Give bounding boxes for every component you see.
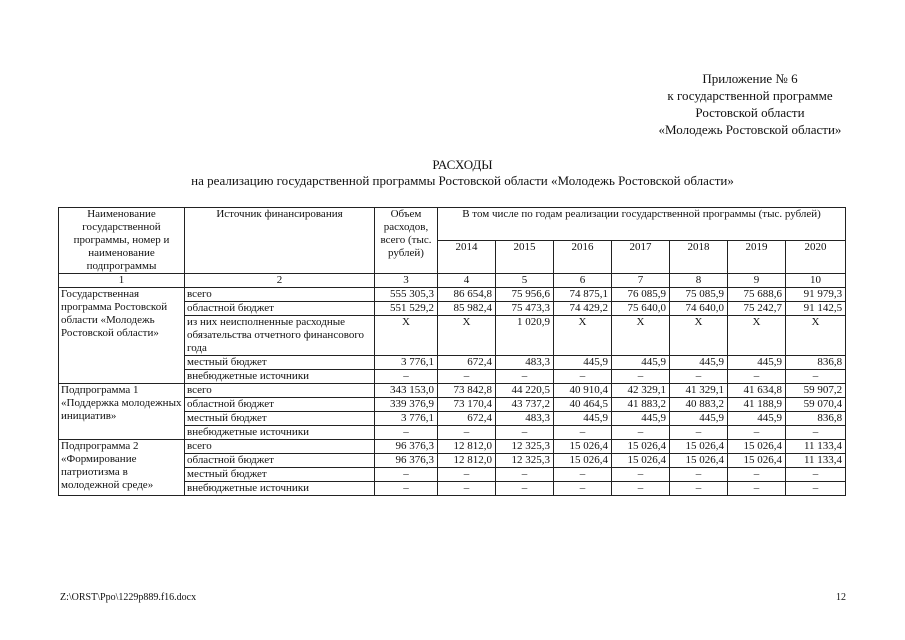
total-value: –	[375, 468, 438, 482]
year-value: 12 812,0	[438, 440, 496, 454]
header-total: Объем расходов, всего (тыс. рублей)	[375, 208, 438, 274]
year-value: 42 329,1	[612, 384, 670, 398]
column-index: 7	[612, 274, 670, 288]
year-value: 41 883,2	[612, 398, 670, 412]
year-value: 85 982,4	[438, 302, 496, 316]
year-value: 15 026,4	[728, 454, 786, 468]
appendix-line-3: Ростовской области	[695, 105, 805, 120]
column-index: 6	[554, 274, 612, 288]
funding-source: областной бюджет	[185, 398, 375, 412]
header-by-years: В том числе по годам реализации государственной программы (тыс. рублей)	[438, 208, 846, 241]
table-body	[59, 288, 846, 496]
year-value: –	[786, 482, 846, 496]
header-year: 2016	[554, 241, 612, 274]
year-value: 40 883,2	[670, 398, 728, 412]
column-index: 8	[670, 274, 728, 288]
year-value: –	[670, 426, 728, 440]
year-value: 91 142,5	[786, 302, 846, 316]
header-year: 2018	[670, 241, 728, 274]
year-value: 15 026,4	[728, 440, 786, 454]
document-title	[60, 157, 865, 189]
year-value: –	[438, 468, 496, 482]
year-value: 15 026,4	[612, 454, 670, 468]
year-value: –	[728, 370, 786, 384]
year-value: 44 220,5	[496, 384, 554, 398]
year-value: 75 688,6	[728, 288, 786, 302]
year-value: –	[554, 468, 612, 482]
year-value: 41 188,9	[728, 398, 786, 412]
year-value: 672,4	[438, 412, 496, 426]
total-value: Х	[375, 316, 438, 356]
header-name: Наименование государственной программы, номер и наименование подпрограммы	[59, 208, 185, 274]
funding-source: всего	[185, 384, 375, 398]
year-value: 12 325,3	[496, 454, 554, 468]
year-value: –	[496, 482, 554, 496]
year-value: 15 026,4	[612, 440, 670, 454]
column-index: 1	[59, 274, 185, 288]
year-value: 74 875,1	[554, 288, 612, 302]
year-value: –	[728, 482, 786, 496]
total-value: –	[375, 370, 438, 384]
year-value: 43 737,2	[496, 398, 554, 412]
year-value: –	[786, 370, 846, 384]
year-value: 74 640,0	[670, 302, 728, 316]
year-value: 445,9	[612, 356, 670, 370]
year-value: –	[438, 426, 496, 440]
year-value: 74 429,2	[554, 302, 612, 316]
appendix-line-2: к государственной программе	[667, 88, 833, 103]
year-value: 445,9	[554, 412, 612, 426]
total-value: 343 153,0	[375, 384, 438, 398]
year-value: 12 812,0	[438, 454, 496, 468]
table-row	[59, 440, 846, 454]
column-index: 5	[496, 274, 554, 288]
year-value: 672,4	[438, 356, 496, 370]
year-value: 15 026,4	[554, 454, 612, 468]
year-value: 41 329,1	[670, 384, 728, 398]
total-value: 3 776,1	[375, 356, 438, 370]
funding-source: всего	[185, 288, 375, 302]
year-value: Х	[728, 316, 786, 356]
year-value: 75 956,6	[496, 288, 554, 302]
funding-source: внебюджетные источники	[185, 426, 375, 440]
total-value: 3 776,1	[375, 412, 438, 426]
column-index: 3	[375, 274, 438, 288]
title-line-2: на реализацию государственной программы Ростовской области «Молодежь Ростовской области»	[191, 173, 734, 188]
year-value: –	[554, 426, 612, 440]
year-value: 75 085,9	[670, 288, 728, 302]
column-index: 4	[438, 274, 496, 288]
total-value: –	[375, 426, 438, 440]
year-value: 73 170,4	[438, 398, 496, 412]
header-year: 2020	[786, 241, 846, 274]
total-value: –	[375, 482, 438, 496]
total-value: 96 376,3	[375, 454, 438, 468]
year-value: 11 133,4	[786, 454, 846, 468]
total-value: 96 376,3	[375, 440, 438, 454]
year-value: –	[438, 482, 496, 496]
funding-source: областной бюджет	[185, 302, 375, 316]
year-value: 75 242,7	[728, 302, 786, 316]
funding-source: областной бюджет	[185, 454, 375, 468]
column-index: 9	[728, 274, 786, 288]
header-year: 2019	[728, 241, 786, 274]
year-value: 12 325,3	[496, 440, 554, 454]
year-value: 59 070,4	[786, 398, 846, 412]
year-value: –	[496, 468, 554, 482]
year-value: 41 634,8	[728, 384, 786, 398]
year-value: 836,8	[786, 412, 846, 426]
year-value: 91 979,3	[786, 288, 846, 302]
funding-source: внебюджетные источники	[185, 482, 375, 496]
year-value: 75 473,3	[496, 302, 554, 316]
year-value: 445,9	[728, 356, 786, 370]
funding-source: внебюджетные источники	[185, 370, 375, 384]
year-value: 445,9	[670, 412, 728, 426]
year-value: –	[670, 370, 728, 384]
year-value: 40 910,4	[554, 384, 612, 398]
total-value: 555 305,3	[375, 288, 438, 302]
year-value: –	[786, 468, 846, 482]
column-index-row	[59, 274, 846, 288]
expenditure-table	[58, 207, 846, 496]
funding-source: местный бюджет	[185, 356, 375, 370]
year-value: Х	[438, 316, 496, 356]
year-value: –	[438, 370, 496, 384]
year-value: Х	[670, 316, 728, 356]
program-name: Подпрограмма 2 «Формирование патриотизма в молодежной среде»	[59, 440, 185, 496]
header-year: 2015	[496, 241, 554, 274]
program-name: Подпрограмма 1 «Поддержка молодежных инициатив»	[59, 384, 185, 440]
program-name: Государственная программа Ростовской области «Молодежь Ростовской области»	[59, 288, 185, 384]
column-index: 10	[786, 274, 846, 288]
page-number: 12	[836, 592, 846, 603]
year-value: –	[612, 426, 670, 440]
year-value: –	[670, 482, 728, 496]
appendix-block	[600, 70, 900, 138]
year-value: 75 640,0	[612, 302, 670, 316]
year-value: 15 026,4	[554, 440, 612, 454]
year-value: –	[786, 426, 846, 440]
header-year: 2017	[612, 241, 670, 274]
year-value: –	[612, 482, 670, 496]
year-value: 1 020,9	[496, 316, 554, 356]
year-value: 445,9	[612, 412, 670, 426]
year-value: –	[728, 468, 786, 482]
year-value: Х	[786, 316, 846, 356]
footer-file-path: Z:\ORST\Ppo\1229p889.f16.docx	[60, 592, 197, 603]
column-index: 2	[185, 274, 375, 288]
funding-source: всего	[185, 440, 375, 454]
year-value: 445,9	[554, 356, 612, 370]
appendix-line-4: «Молодежь Ростовской области»	[658, 122, 842, 137]
funding-source: из них неисполненные расходные обязательства отчетного финансового года	[185, 316, 375, 356]
year-value: –	[612, 468, 670, 482]
table-row	[59, 288, 846, 302]
appendix-line-1: Приложение № 6	[702, 71, 798, 86]
year-value: 836,8	[786, 356, 846, 370]
header-row-1	[59, 208, 846, 241]
funding-source: местный бюджет	[185, 412, 375, 426]
total-value: 551 529,2	[375, 302, 438, 316]
year-value: Х	[612, 316, 670, 356]
header-year: 2014	[438, 241, 496, 274]
year-value: 40 464,5	[554, 398, 612, 412]
year-value: –	[554, 370, 612, 384]
year-value: –	[496, 426, 554, 440]
funding-source: местный бюджет	[185, 468, 375, 482]
year-value: –	[612, 370, 670, 384]
year-value: 76 085,9	[612, 288, 670, 302]
year-value: 73 842,8	[438, 384, 496, 398]
year-value: 15 026,4	[670, 454, 728, 468]
year-value: –	[728, 426, 786, 440]
year-value: –	[554, 482, 612, 496]
table-row	[59, 384, 846, 398]
year-value: 59 907,2	[786, 384, 846, 398]
year-value: 86 654,8	[438, 288, 496, 302]
header-source: Источник финансирования	[185, 208, 375, 274]
year-value: 483,3	[496, 412, 554, 426]
year-value: 445,9	[670, 356, 728, 370]
title-line-1: РАСХОДЫ	[432, 157, 493, 172]
year-value: –	[670, 468, 728, 482]
year-value: 445,9	[728, 412, 786, 426]
year-value: Х	[554, 316, 612, 356]
year-value: 483,3	[496, 356, 554, 370]
year-value: –	[496, 370, 554, 384]
total-value: 339 376,9	[375, 398, 438, 412]
year-value: 15 026,4	[670, 440, 728, 454]
year-value: 11 133,4	[786, 440, 846, 454]
